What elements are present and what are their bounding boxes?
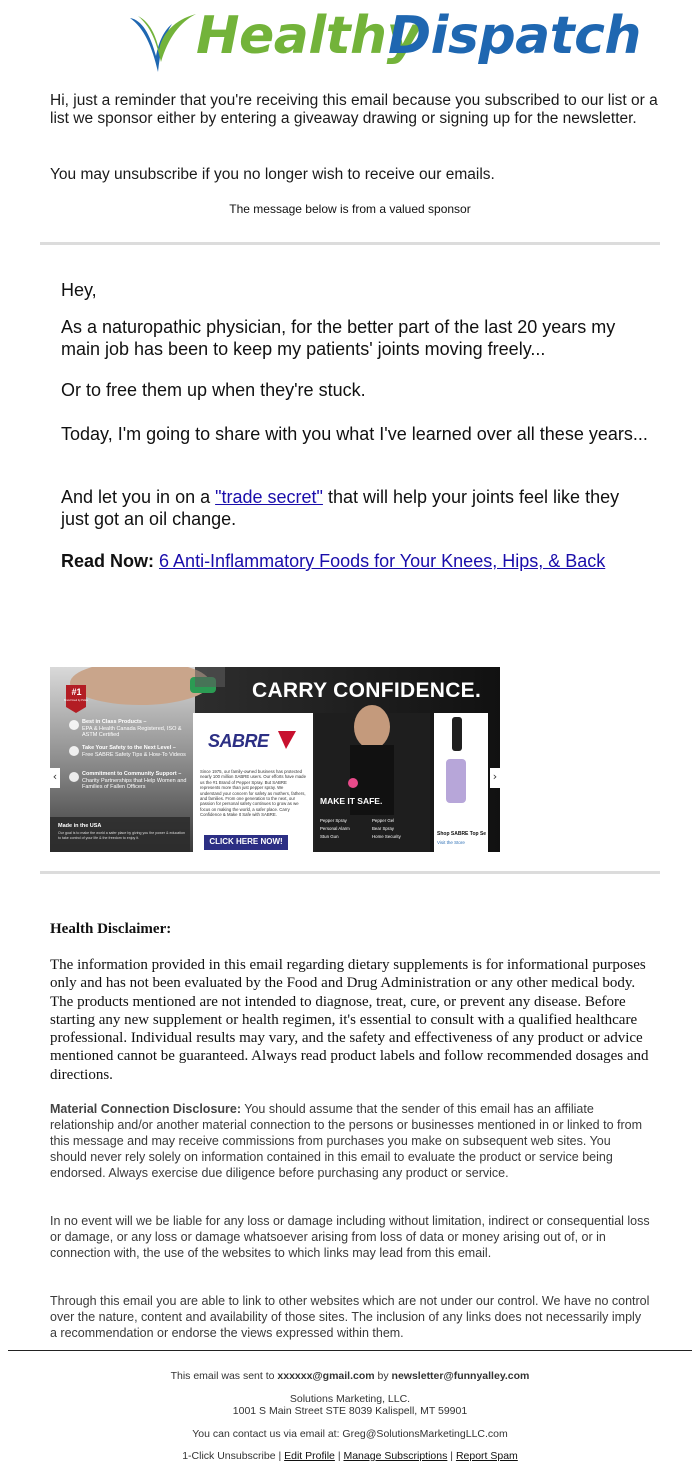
footer-company: Solutions Marketing, LLC.: [289, 1393, 411, 1405]
p4-text-after: that will help your joints feel like they just got an oil change.: [61, 487, 620, 529]
ad-category-3[interactable]: Personal Alarm: [320, 826, 350, 831]
footer-sep-2: |: [334, 1450, 344, 1462]
letter-paragraph-2: Or to free them up when they're stuck.: [61, 380, 366, 400]
letter-paragraph-3: Today, I'm going to share with you what I've learned over all these years...: [61, 424, 648, 444]
ad-category-4[interactable]: Bear Spray: [372, 826, 394, 831]
carousel-next-icon[interactable]: ›: [492, 770, 498, 783]
liability-text: In no event will we be liable for any loss or damage including without limitation, indirect or consequential loss or damage, or any loss or damage whatsoever arising from loss of data or money arising out of, or in connection with, the use of the websites to which links may lead from this email.: [50, 1214, 650, 1260]
p4-text-before: And let you in on a: [61, 487, 216, 507]
logo-text-dispatch: Dispatch: [388, 6, 641, 66]
ad-category-grid: [320, 817, 428, 841]
ad-made-in: Made in the USA: [58, 823, 102, 829]
ad-feature-3-text: Charity Partnerships that Help Women and Families of Fallen Officers: [82, 777, 187, 790]
read-now-line: [61, 550, 651, 572]
ad-cta-button[interactable]: CLICK HERE NOW!: [209, 837, 283, 846]
footer-sent-line: [0, 1370, 700, 1382]
intro-section: [50, 92, 660, 183]
ad-feature-2-title: Take Your Safety to the Next Level –: [82, 745, 176, 751]
health-disclaimer-heading: Health Disclaimer:: [50, 921, 172, 937]
footer-links: [0, 1450, 700, 1462]
ad-category-5[interactable]: Stun Gun: [320, 834, 339, 839]
footer-recipient: xxxxxx@gmail.com: [277, 1370, 375, 1382]
manage-subscriptions-link[interactable]: Manage Subscriptions: [343, 1450, 448, 1462]
one-click-unsubscribe[interactable]: 1-Click Unsubscribe: [182, 1450, 276, 1462]
ad-about-text: Since 1975, our family-owned business has protected nearly 100 million SABRE users. Our efforts have made us the #1 Brand of Pepper Spray. But SABRE represents more than just pepper spray. We understand your concern for safety as mothers, fathers, and families. From one generation to the next, our passion for personal safety continues to grow as we focus on making the world, a safer place. Carry Confidence & Make It Safe with SABRE.: [200, 769, 306, 818]
footer-address: 1001 S Main Street STE 8039 Kalispell, MT 59901: [232, 1405, 468, 1417]
ad-feature-3: [82, 771, 192, 791]
brand-logo[interactable]: [128, 6, 641, 86]
ad-feature-2-text: Free SABRE Safety Tips & How-To Videos: [82, 751, 186, 758]
logo-mark-icon: [128, 12, 198, 74]
ad-feature-3-title: Commitment to Community Support –: [82, 771, 182, 777]
material-disclosure-text: You should assume that the sender of this email has an affiliate relationship and/or another material connection to the persons or businesses mentioned in or linked to from this message and may receive commissions from purchases you make on subsequent web sites. You should never rely solely on information contained in this email to evaluate the product or service being endorsed. Always exercise due diligence before purchasing any product or service.: [50, 1102, 643, 1180]
ad-made-in-text: Our goal is to make the world a safer place by giving you the power & education to take control of your life & the freedom to enjoy it.: [58, 831, 186, 840]
ad-category-1[interactable]: Pepper Spray: [320, 818, 347, 823]
footer-sep-1: |: [275, 1450, 285, 1462]
intro-unsubscribe-text: You may unsubscribe if you no longer wish to receive our emails.: [50, 166, 495, 183]
ad-feature-1-title: Best in Class Products –: [82, 719, 147, 725]
footer-sent-by: by: [374, 1370, 392, 1382]
footer-contact: You can contact us via email at: Greg@SolutionsMarketingLLC.com: [192, 1428, 508, 1440]
ad-feature-1: [82, 719, 192, 739]
sabre-ad-banner[interactable]: [50, 667, 500, 852]
footer-rule: [8, 1350, 692, 1351]
footer-sender: newsletter@funnyalley.com: [391, 1370, 530, 1382]
logo-text-healthy: Healthy: [196, 6, 420, 66]
ad-shop-label: Shop SABRE Top Se: [437, 831, 487, 837]
divider-top: [40, 242, 660, 245]
external-links-text: Through this email you are able to link to other websites which are not under our control. We have no control over the nature, content and availability of those sites. The inclusion of any links does not necessarily imply a recommendation or endorse the views expressed within them.: [50, 1294, 650, 1340]
ad-feature-2: [82, 745, 192, 758]
ad-badge-rank: #1: [71, 687, 82, 697]
ad-category-6[interactable]: Home Security: [372, 834, 401, 839]
letter-paragraph-4: [61, 486, 651, 530]
ad-visit-store-link[interactable]: Visit the Store: [437, 840, 465, 845]
carousel-prev-icon[interactable]: ‹: [52, 770, 58, 783]
footer-sep-3: |: [447, 1450, 456, 1462]
edit-profile-link[interactable]: Edit Profile: [284, 1450, 335, 1462]
ad-feature-1-text: EPA & Health Canada Registered, ISO & ASTM Certified: [82, 725, 182, 738]
report-spam-link[interactable]: Report Spam: [455, 1450, 518, 1462]
disclaimer-section: [50, 921, 650, 1340]
intro-reminder-text: Hi, just a reminder that you're receiving this email because you subscribed to our list or a list we sponsor either by entering a giveaway drawing or signing up for the newsletter.: [50, 92, 658, 127]
ad-category-2[interactable]: Pepper Gel: [372, 818, 395, 823]
sponsor-note: The message below is from a valued sponsor: [229, 202, 471, 216]
material-disclosure-label: Material Connection Disclosure:: [50, 1102, 242, 1116]
trade-secret-link[interactable]: "trade secret": [215, 487, 323, 507]
divider-middle: [40, 871, 660, 874]
ad-sabre-logo: SABRE: [208, 731, 269, 751]
ad-make-it-safe: MAKE IT SAFE.: [320, 796, 383, 806]
read-now-label: Read Now:: [61, 551, 155, 571]
health-disclaimer-body: The information provided in this email regarding dietary supplements is for informational purposes only and has not been evaluated by the Food and Drug Administration or any other medical body. The products mentioned are not intended to diagnose, treat, cure, or prevent any disease. Before starting any new supplement or health regimen, it's essential to consult with a qualified healthcare professional. Individual results may vary, and the safety and effectiveness of any product or advice mentioned cannot be guaranteed. Always read product labels and follow recommended dosages and directions.: [50, 957, 649, 1083]
ad-headline: CARRY CONFIDENCE.: [252, 679, 482, 702]
letter-paragraph-1: As a naturopathic physician, for the better part of the last 20 years my main job has been to keep my patients' joints moving freely...: [61, 317, 616, 359]
ad-badge-sub: Brand Used by Police: [63, 699, 89, 702]
footer-sent-prefix: This email was sent to: [170, 1370, 278, 1382]
material-disclosure: [50, 1101, 650, 1181]
letter-greeting: Hey,: [61, 280, 97, 300]
read-now-link[interactable]: 6 Anti-Inflammatory Foods for Your Knees, Hips, & Back: [159, 551, 606, 571]
